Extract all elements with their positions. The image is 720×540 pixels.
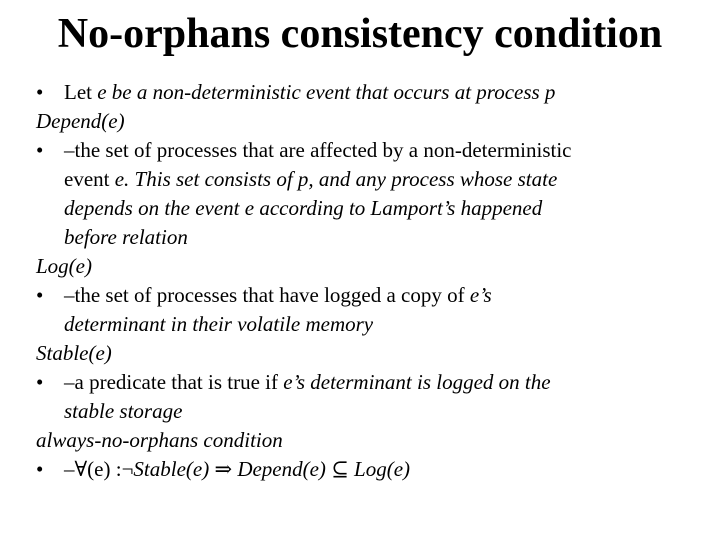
log-term [36, 252, 706, 281]
log-term-label: Log(e) [36, 254, 92, 278]
stable-bullet [36, 368, 706, 397]
depend-bullet-cont [36, 165, 706, 194]
depend-bullet [36, 136, 706, 165]
log-text: –the set of processes that have logged a copy of [64, 283, 470, 307]
log-bullet [36, 281, 706, 310]
bullet-marker: • [36, 370, 44, 394]
depend-term-label: Depend(e) [36, 109, 125, 133]
stable-bullet-cont [36, 397, 706, 426]
log-text-italic: determinant in their volatile memory [64, 312, 374, 336]
depend-bullet-cont [36, 223, 706, 252]
depend-term [36, 107, 706, 136]
condition-term-label: always-no-orphans condition [36, 428, 283, 452]
depend-text: –the set of processes that are affected by a non-deterministic [64, 138, 572, 162]
bullet-marker: • [36, 283, 44, 307]
condition-formula-italic: Stable(e) ⇒ Depend(e) ⊆ Log(e) [133, 457, 411, 481]
condition-term [36, 426, 706, 455]
stable-text: –a predicate that is true if [64, 370, 284, 394]
stable-term [36, 339, 706, 368]
log-bullet-cont [36, 310, 706, 339]
depend-text-italic: before relation [64, 225, 188, 249]
stable-term-label: Stable(e) [36, 341, 112, 365]
intro-text: Let [64, 80, 98, 104]
slide-title: No-orphans consistency condition [57, 11, 663, 57]
slide-content [36, 78, 706, 484]
depend-text-italic: e. This set consists of p, and any process whose state [114, 167, 558, 191]
bullet-marker: • [36, 457, 44, 481]
bullet-marker: • [36, 138, 44, 162]
depend-bullet-cont [36, 194, 706, 223]
bullet-marker: • [36, 80, 44, 104]
stable-text-italic: stable storage [64, 399, 183, 423]
log-text-italic: e’s [469, 283, 492, 307]
condition-bullet [36, 455, 706, 484]
intro-text-italic: e be a non-deterministic event that occurs at process p [97, 80, 556, 104]
stable-text-italic: e’s determinant is logged on the [283, 370, 551, 394]
condition-formula: –∀(e) :¬ [64, 457, 134, 481]
depend-text-event: event [64, 167, 115, 191]
depend-text-italic: depends on the event e according to Lamport’s happened [64, 196, 543, 220]
intro-bullet [36, 78, 706, 107]
